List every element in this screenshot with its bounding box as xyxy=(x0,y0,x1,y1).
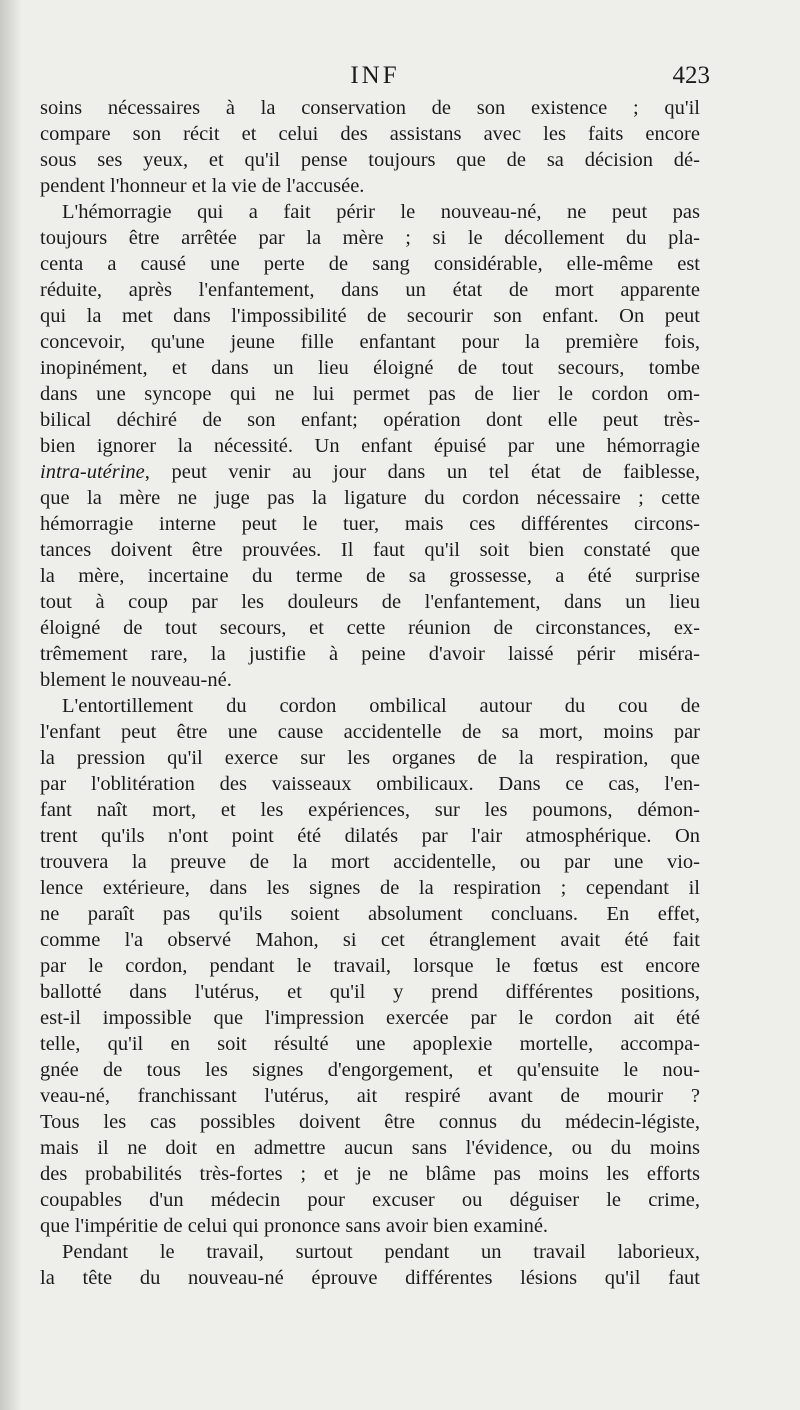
text-line: mais il ne doit en admettre aucun sans l'évidence, ou du moins xyxy=(40,1137,700,1159)
text-line: soins nécessaires à la conservation de son existence ; qu'il xyxy=(40,97,700,119)
text-line: bilical déchiré de son enfant; opération dont elle peut très- xyxy=(40,409,700,431)
text-line: bien ignorer la nécessité. Un enfant épuisé par une hémorragie xyxy=(40,435,700,457)
text-line: la pression qu'il exerce sur les organes de la respiration, que xyxy=(40,747,700,769)
text-line: trent qu'ils n'ont point été dilatés par l'air atmosphérique. On xyxy=(40,825,700,847)
paragraph-start-line: Pendant le travail, surtout pendant un travail laborieux, xyxy=(62,1241,700,1263)
text-line: inopinément, et dans un lieu éloigné de tout secours, tombe xyxy=(40,357,700,379)
text-line: réduite, après l'enfantement, dans un état de mort apparente xyxy=(40,279,700,301)
text-line: tances doivent être prouvées. Il faut qu'il soit bien constaté que xyxy=(40,539,700,561)
text-line: la tête du nouveau-né éprouve différentes lésions qu'il faut xyxy=(40,1267,700,1289)
body-text xyxy=(40,95,700,1291)
text-fragment: , peut venir au jour dans un tel état de faiblesse, xyxy=(144,461,700,483)
text-line: la mère, incertaine du terme de sa grossesse, a été surprise xyxy=(40,565,700,587)
text-line: ne paraît pas qu'ils soient absolument concluans. En effet, xyxy=(40,903,700,925)
paragraph-start-line: L'hémorragie qui a fait périr le nouveau-né, ne peut pas xyxy=(62,201,700,223)
text-line: toujours être arrêtée par la mère ; si le décollement du pla- xyxy=(40,227,700,249)
text-line: tout à coup par les douleurs de l'enfantement, dans un lieu xyxy=(40,591,700,613)
paragraph-start-line: L'entortillement du cordon ombilical autour du cou de xyxy=(62,695,700,717)
page-number: 423 xyxy=(672,62,710,89)
text-line: centa a causé une perte de sang considérable, elle-même est xyxy=(40,253,700,275)
text-line: comme l'a observé Mahon, si cet étranglement avait été fait xyxy=(40,929,700,951)
text-line: est-il impossible que l'impression exercée par le cordon ait été xyxy=(40,1007,700,1029)
text-line: trouvera la preuve de la mort accidentelle, ou par une vio- xyxy=(40,851,700,873)
text-line: Tous les cas possibles doivent être connus du médecin-légiste, xyxy=(40,1111,700,1133)
text-line: lence extérieure, dans les signes de la respiration ; cependant il xyxy=(40,877,700,899)
text-line: par le cordon, pendant le travail, lorsque le fœtus est encore xyxy=(40,955,700,977)
text-line: des probabilités très-fortes ; et je ne blâme pas moins les efforts xyxy=(40,1163,700,1185)
text-line: pendent l'honneur et la vie de l'accusée. xyxy=(40,175,365,197)
text-line: qui la met dans l'impossibilité de secourir son enfant. On peut xyxy=(40,305,700,327)
running-head: INF xyxy=(350,62,400,89)
text-line: veau-né, franchissant l'utérus, ait respiré avant de mourir ? xyxy=(40,1085,700,1107)
text-line: hémorragie interne peut le tuer, mais ces différentes circons- xyxy=(40,513,700,535)
text-line: compare son récit et celui des assistans avec les faits encore xyxy=(40,123,700,145)
text-line: que l'impéritie de celui qui prononce sans avoir bien examiné. xyxy=(40,1215,549,1237)
text-line: gnée de tous les signes d'engorgement, et qu'ensuite le nou- xyxy=(40,1059,700,1081)
text-line: fant naît mort, et les expériences, sur les poumons, démon- xyxy=(40,799,700,821)
page-header xyxy=(40,62,710,96)
text-line: trêmement rare, la justifie à peine d'avoir laissé périr miséra- xyxy=(40,643,700,665)
text-line: par l'oblitération des vaisseaux ombilicaux. Dans ce cas, l'en- xyxy=(40,773,700,795)
italic-term: intra-utérine xyxy=(40,461,145,483)
text-line: l'enfant peut être une cause accidentelle de sa mort, moins par xyxy=(40,721,700,743)
text-line: telle, qu'il en soit résulté une apoplexie mortelle, accompa- xyxy=(40,1033,700,1055)
text-line: blement le nouveau-né. xyxy=(40,669,232,691)
text-line xyxy=(40,459,700,485)
text-line: dans une syncope qui ne lui permet pas de lier le cordon om- xyxy=(40,383,700,405)
text-line: coupables d'un médecin pour excuser ou déguiser le crime, xyxy=(40,1189,700,1211)
text-line: sous ses yeux, et qu'il pense toujours que de sa décision dé- xyxy=(40,149,700,171)
text-line: concevoir, qu'une jeune fille enfantant pour la première fois, xyxy=(40,331,700,353)
text-line: éloigné de tout secours, et cette réunion de circonstances, ex- xyxy=(40,617,700,639)
text-line: ballotté dans l'utérus, et qu'il y prend différentes positions, xyxy=(40,981,700,1003)
page-gutter-shadow xyxy=(0,0,22,1410)
text-line: que la mère ne juge pas la ligature du cordon nécessaire ; cette xyxy=(40,487,700,509)
